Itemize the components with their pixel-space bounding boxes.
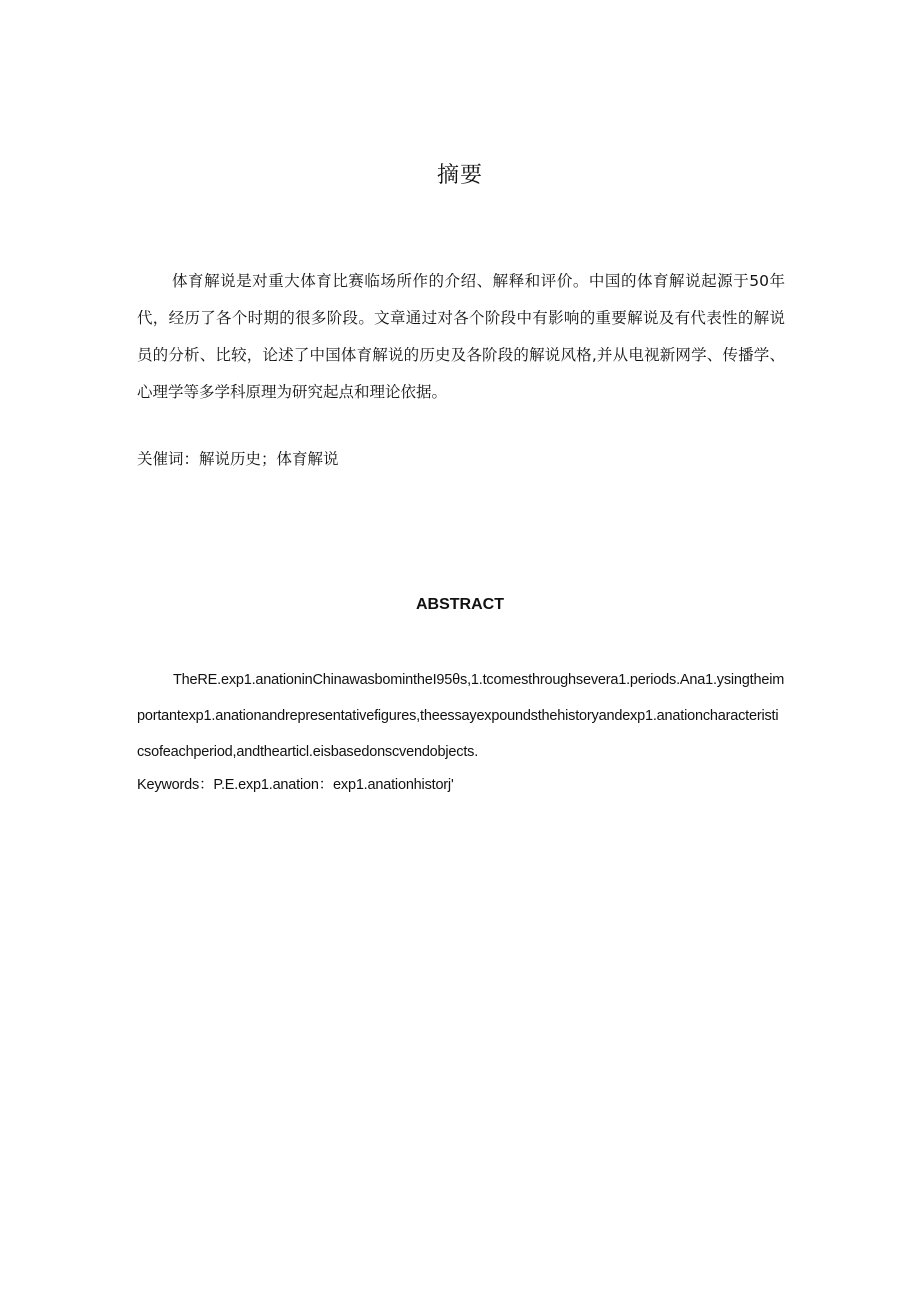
chinese-abstract-title: 摘要	[436, 163, 483, 188]
english-abstract-title: ABSTRACT	[416, 596, 504, 613]
english-abstract-body: TheRE.exp1.anationinChinawasbomintheI95θs,1.tcomesthroughsevera1.periods.Ana1.ysingtheimportantexp1.anationandrepresentativefigures,theessayexpoundsthehistoryandexp1.anationcharacteristicsofeachperiod,andthearticl.eisbasedonscvendobjects.	[137, 672, 785, 760]
chinese-keywords: 关催词：解说历史；体育解说	[137, 450, 339, 468]
chinese-abstract-body: 体育解说是对重大体育比赛临场所作的介绍、解释和评价。中国的体育解说起源于50年代，经历了各个时期的很多阶段。文章通过对各个阶段中有影响的重要解说及有代表性的解说员的分析、比较，论述了中国体育解说的历史及各阶段的解说风格,并从电视新网学、传播学、心理学等多学科原理为研究起点和理论依据。	[137, 272, 785, 401]
english-keywords: Keywords：P.E.exp1.anation：exp1.anationhistorj'	[137, 777, 454, 793]
